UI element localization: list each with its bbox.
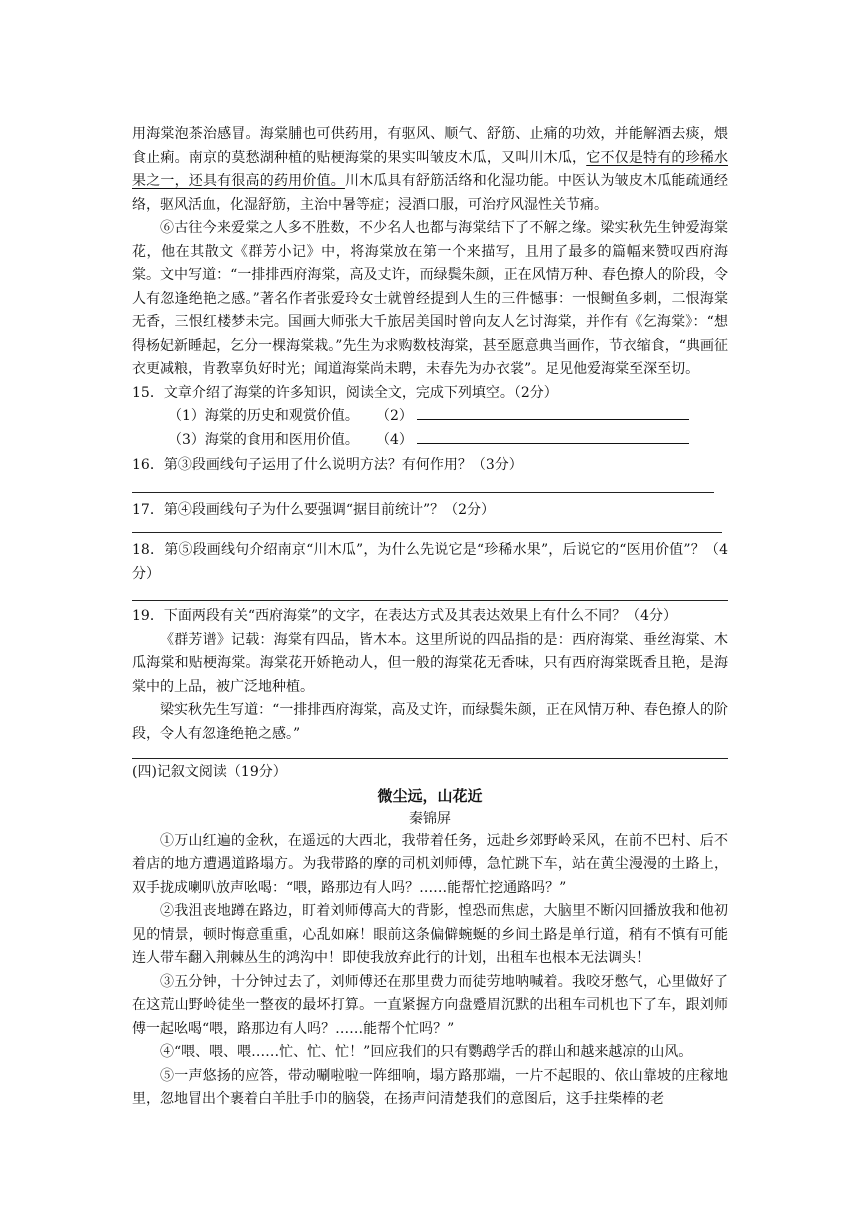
p5-text-b: 川木瓜具有舒筋活络和化湿功能。中医认为皱皮木瓜能疏通经络，驱风活血，化湿舒筋，主治中暑等症；浸酒口服，可治疗风湿性关节痛。	[132, 173, 729, 213]
q15-blank-4[interactable]	[417, 429, 689, 444]
story-paragraph-2: ②我沮丧地蹲在路边，盯着刘师傅高大的背影，惶恐而焦虑，大脑里不断闪回播放我和他初见的情景，顿时悔意重重，心乱如麻！眼前这条偏僻蜿蜒的乡间土路是单行道，稍有不慎有可能连人带车翻入荆棘丛生的鸿沟中！即使我放弃此行的计划，出租车也根本无法调头！	[132, 903, 728, 966]
question-16: 16．第③段画线句子运用了什么说明方法？有何作用？（3分）	[132, 457, 523, 473]
p5-text-a: 用海棠泡茶治感冒。海棠脯也可供药用，有驱风、顺气、舒筋、止痛的功效，并能解酒去痰，煨食止痢。南京的莫愁湖种植的贴梗海棠的果实叫皱皮木瓜，又叫川木瓜，	[132, 126, 728, 166]
q19-passage-2: 梁实秋先生写道：“一排排西府海棠，高及丈许，而绿鬓朱颜，正在风情万种、春色撩人的阶段，令人有忽逢绝艳之感。”	[132, 702, 728, 742]
paragraph-5-continued	[132, 123, 728, 217]
q15-row-2	[132, 429, 728, 453]
question-19: 19．下面两段有关“西府海棠”的文字，在表达方式及其表达效果上有什么不同？（4分）	[132, 608, 678, 624]
q15-item-2-label: （2）	[376, 408, 413, 424]
q19-passage-1: 《群芳谱》记载：海棠有四品，皆木本。这里所说的四品指的是：西府海棠、垂丝海棠、木瓜海棠和贴梗海棠。海棠花开娇艳动人，但一般的海棠花无香味，只有西府海棠既香且艳，是海棠中的上品，被广泛地种植。	[132, 631, 728, 695]
q18-answer-line[interactable]	[132, 586, 728, 601]
story-paragraph-4: ④“喂、喂、喂……忙、忙、忙！”回应我们的只有鹦鹉学舌的群山和越来越凉的山风。	[160, 1044, 693, 1060]
question-15: 15．文章介绍了海棠的许多知识，阅读全文，完成下列填空。（2分）	[132, 384, 558, 401]
paragraph-6: ⑥古往今来爱棠之人多不胜数，不少名人也都与海棠结下了不解之缘。梁实秋先生钟爱海棠花，他在其散文《群芳小记》中，将海棠放在第一个来描写，且用了最多的篇幅来赞叹西府海棠。文中写道：“一排排西府海棠，高及丈许，而绿鬓朱颜，正在风情万种、春色撩人的阶段，令人有忽逢绝艳之感。”著名作者张爱玲女士就曾经提到人生的三件憾事：一恨鲥鱼多刺，二恨海棠无香，三恨红楼梦未完。国画大师张大千旅居美国时曾向友人乞讨海棠，并作有《乞海棠》：“想得杨妃新睡起，乞分一棵海棠栽。”先生为求购数枝海棠，甚至愿意典当画作，节衣缩食，“典画征衣更减粮，肯教辜负好时光；闻道海棠尚未聘，未春先为办衣裳”。足见他爱海棠至深至切。	[132, 220, 728, 377]
q15-item-2	[376, 405, 689, 429]
q17-answer-line[interactable]	[132, 522, 722, 533]
story-paragraph-5: ⑤一声悠扬的应答，带动唰啦啦一阵细响，塌方路那端，一片不起眼的、依山靠坡的庄稼地里，忽地冒出个裹着白羊肚手巾的脑袋，在扬声问清楚我们的意图后，这手拄柴棒的老	[132, 1067, 728, 1107]
story-paragraph-3: ③五分钟，十分钟过去了，刘师傅还在那里费力而徒劳地呐喊着。我咬牙憋气，心里做好了在这荒山野岭徒坐一整夜的最坏打算。一直紧握方向盘蹙眉沉默的出租车司机也下了车，跟刘师傅一起吆喝“喂，路那边有人吗？……能帮个忙吗？”	[132, 973, 728, 1037]
q19-answer-line[interactable]	[132, 746, 728, 759]
story-author: 秦锦屏	[409, 810, 451, 827]
exam-page	[132, 123, 728, 1112]
question-17: 17．第④段画线句子为什么要强调“据目前统计”？（2分）	[132, 501, 496, 518]
q16-answer-line[interactable]	[132, 478, 714, 493]
q15-item-4-label: （4）	[376, 431, 413, 448]
story-title: 微尘远，山花近	[377, 786, 483, 805]
section-4-heading: (四)记叙文阅读（19分）	[132, 764, 287, 780]
q15-item-1: （1）海棠的历史和观赏价值。	[168, 408, 359, 424]
question-18: 18．第⑤段画线句介绍南京“川木瓜”，为什么先说它是“珍稀水果”，后说它的“医用价值”？（4分）	[132, 542, 728, 582]
q15-item-3: （3）海棠的食用和医用价值。	[168, 431, 359, 448]
story-paragraph-1: ①万山红遍的金秋，在遥远的大西北，我带着任务，远赴乡郊野岭采风，在前不巴村、后不着店的地方遭遇道路塌方。为我带路的摩的司机刘师傅，急忙跳下车，站在黄尘漫漫的土路上，双手拢成喇叭放声吆喝：“喂，路那边有人吗？……能帮忙挖通路吗？”	[132, 832, 728, 896]
p5-underlined-sentence: 它不仅是特有的珍稀水果之一，还具有很高的药用价值。	[132, 149, 729, 189]
q15-item-4	[376, 429, 689, 453]
q15-blank-2[interactable]	[417, 405, 689, 420]
q15-row-1	[132, 405, 728, 429]
